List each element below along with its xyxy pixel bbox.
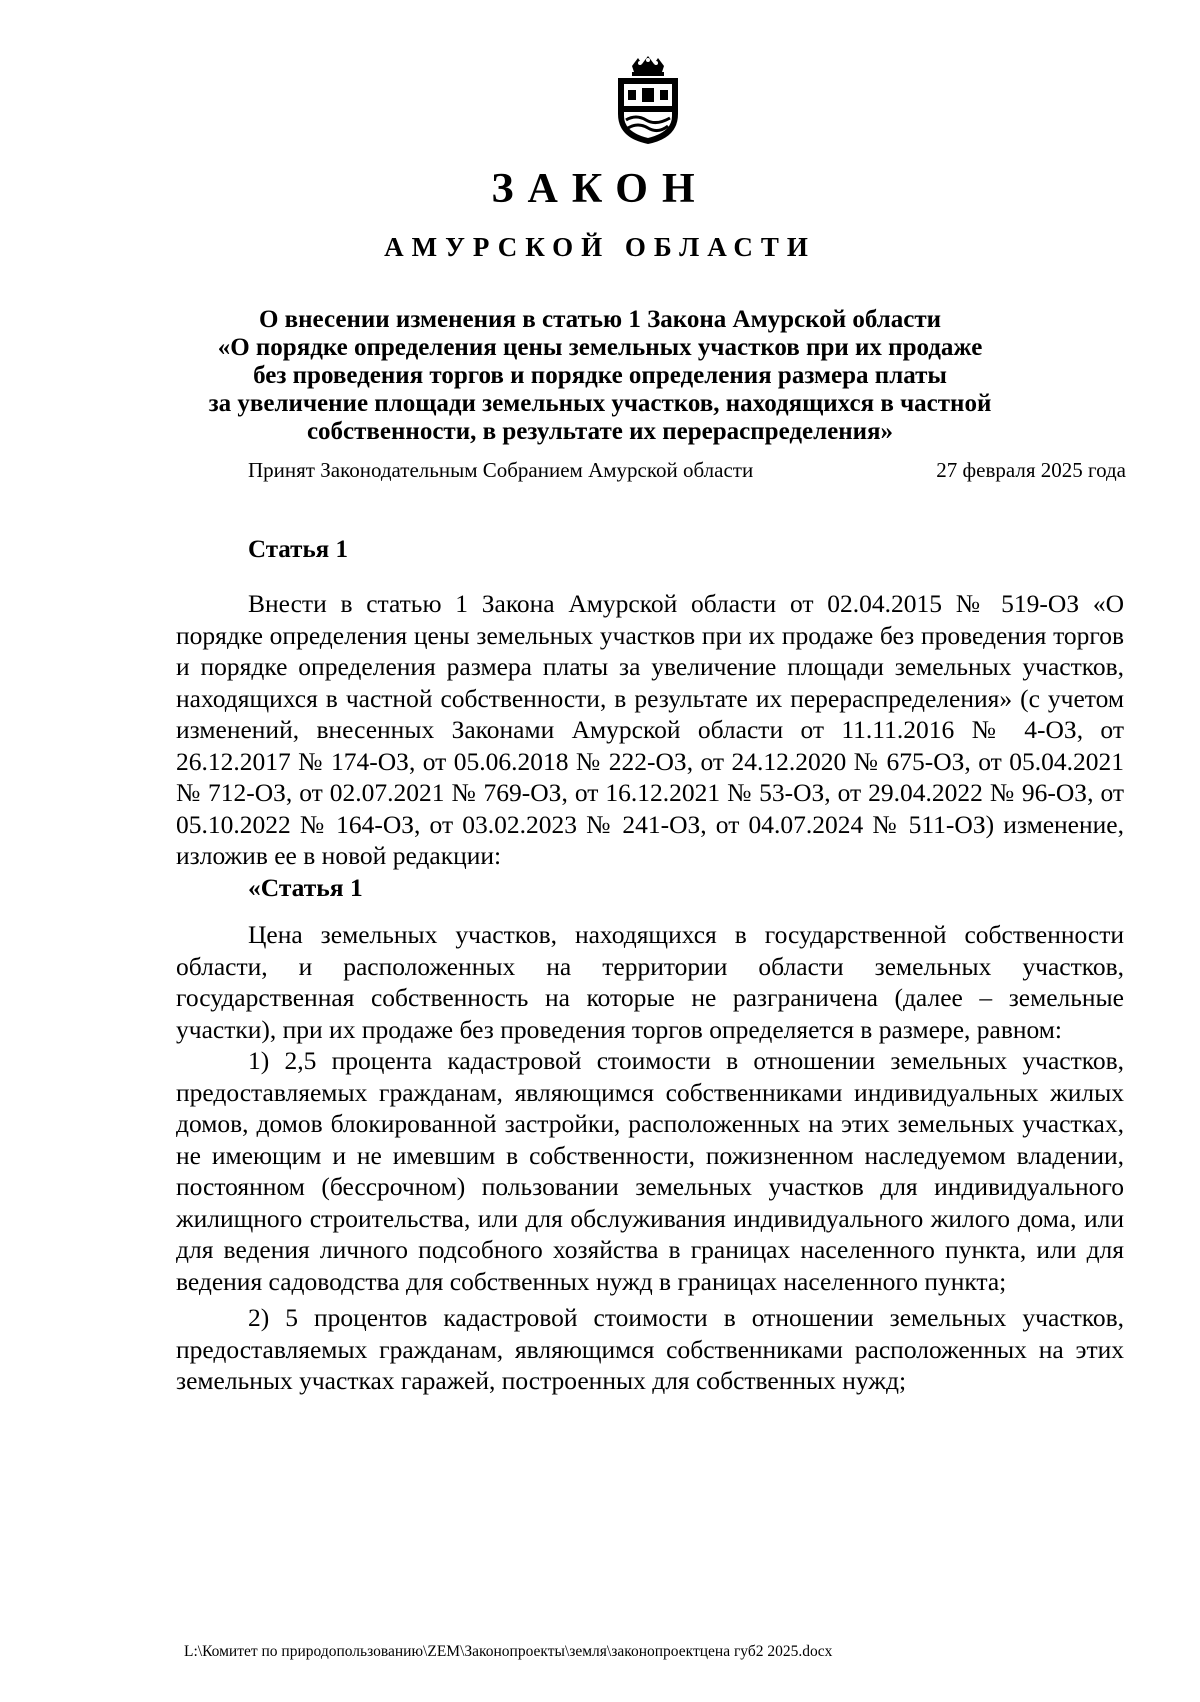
adopted-date: 27 февраля 2025 года xyxy=(936,458,1126,482)
adoption-line xyxy=(248,456,1126,484)
article-heading: Статья 1 xyxy=(248,536,348,563)
subject-line: без проведения торгов и порядке определения размера платы xyxy=(253,362,947,389)
subject-line: за увеличение площади земельных участков, находящихся в частной xyxy=(208,390,992,417)
article-intro-paragraph: Внести в статью 1 Закона Амурской области от 02.04.2015 № 519-ОЗ «О порядке определения цены земельных участков при их продаже без проведения торгов и порядке определения размера платы за увеличение площади земельных участков, находящихся в частной собственности, в результате их перераспределения» (с учетом изменений, внесенных Законами Амурской области от 11.11.2016 № 4-ОЗ, от 26.12.2017 № 174-ОЗ, от 05.06.2018 № 222-ОЗ, от 24.12.2020 № 675-ОЗ, от 05.04.2021 № 712-ОЗ, от 02.07.2021 № 769-ОЗ, от 16.12.2021 № 53-ОЗ, от 29.04.2022 № 96-ОЗ, от 05.10.2022 № 164-ОЗ, от 03.02.2023 № 241-ОЗ, от 04.07.2024 № 511-ОЗ) изменение, изложив ее в новой редакции: xyxy=(176,589,1124,870)
list-item-1: 1) 2,5 процента кадастровой стоимости в отношении земельных участков, предоставляемых гражданам, являющимся собственниками индивидуальных жилых домов, домов блокированной застройки, расположенных на этих земельных участках, не имеющим и не имевшим в собственности, пожизненном наследуемом владении, постоянном (бессрочном) пользовании земельных участков для индивидуального жилищного строительства, или для обслуживания индивидуального жилого дома, или для ведения личного подсобного хозяйства в границах населенного пункта, или для ведения садоводства для собственных нужд в границах населенного пункта; xyxy=(176,1046,1124,1296)
list-item-2: 2) 5 процентов кадастровой стоимости в отношении земельных участков, предоставляемых гражданам, являющимся собственниками расположенных на этих земельных участках гаражей, построенных для собственных нужд; xyxy=(176,1303,1124,1395)
subject-line: О внесении изменения в статью 1 Закона Амурской области xyxy=(258,306,942,333)
article-body xyxy=(176,588,1124,1397)
adopted-by: Принят Законодательным Собранием Амурской области xyxy=(248,458,754,482)
law-title: ЗАКОН xyxy=(491,166,709,212)
coat-of-arms-emblem xyxy=(612,54,684,146)
law-subject xyxy=(180,306,1020,446)
subject-line: собственности, в результате их перераспределения» xyxy=(306,418,894,445)
price-paragraph: Цена земельных участков, находящихся в государственной собственности области, и расположенных на территории области земельных участков, государственная собственность на которые не разграничена (далее – земельные участки), при их продаже без проведения торгов определяется в размере, равном: xyxy=(176,920,1124,1044)
law-region: АМУРСКОЙ ОБЛАСТИ xyxy=(384,232,816,262)
file-path-footer: L:\Комитет по природопользованию\ZEM\Законопроекты\земля\законопроектцена губ2 2025.docx xyxy=(184,1643,833,1660)
subject-line: «О порядке определения цены земельных участков при их продаже xyxy=(217,334,983,361)
quoted-article-heading: «Статья 1 xyxy=(248,872,363,902)
